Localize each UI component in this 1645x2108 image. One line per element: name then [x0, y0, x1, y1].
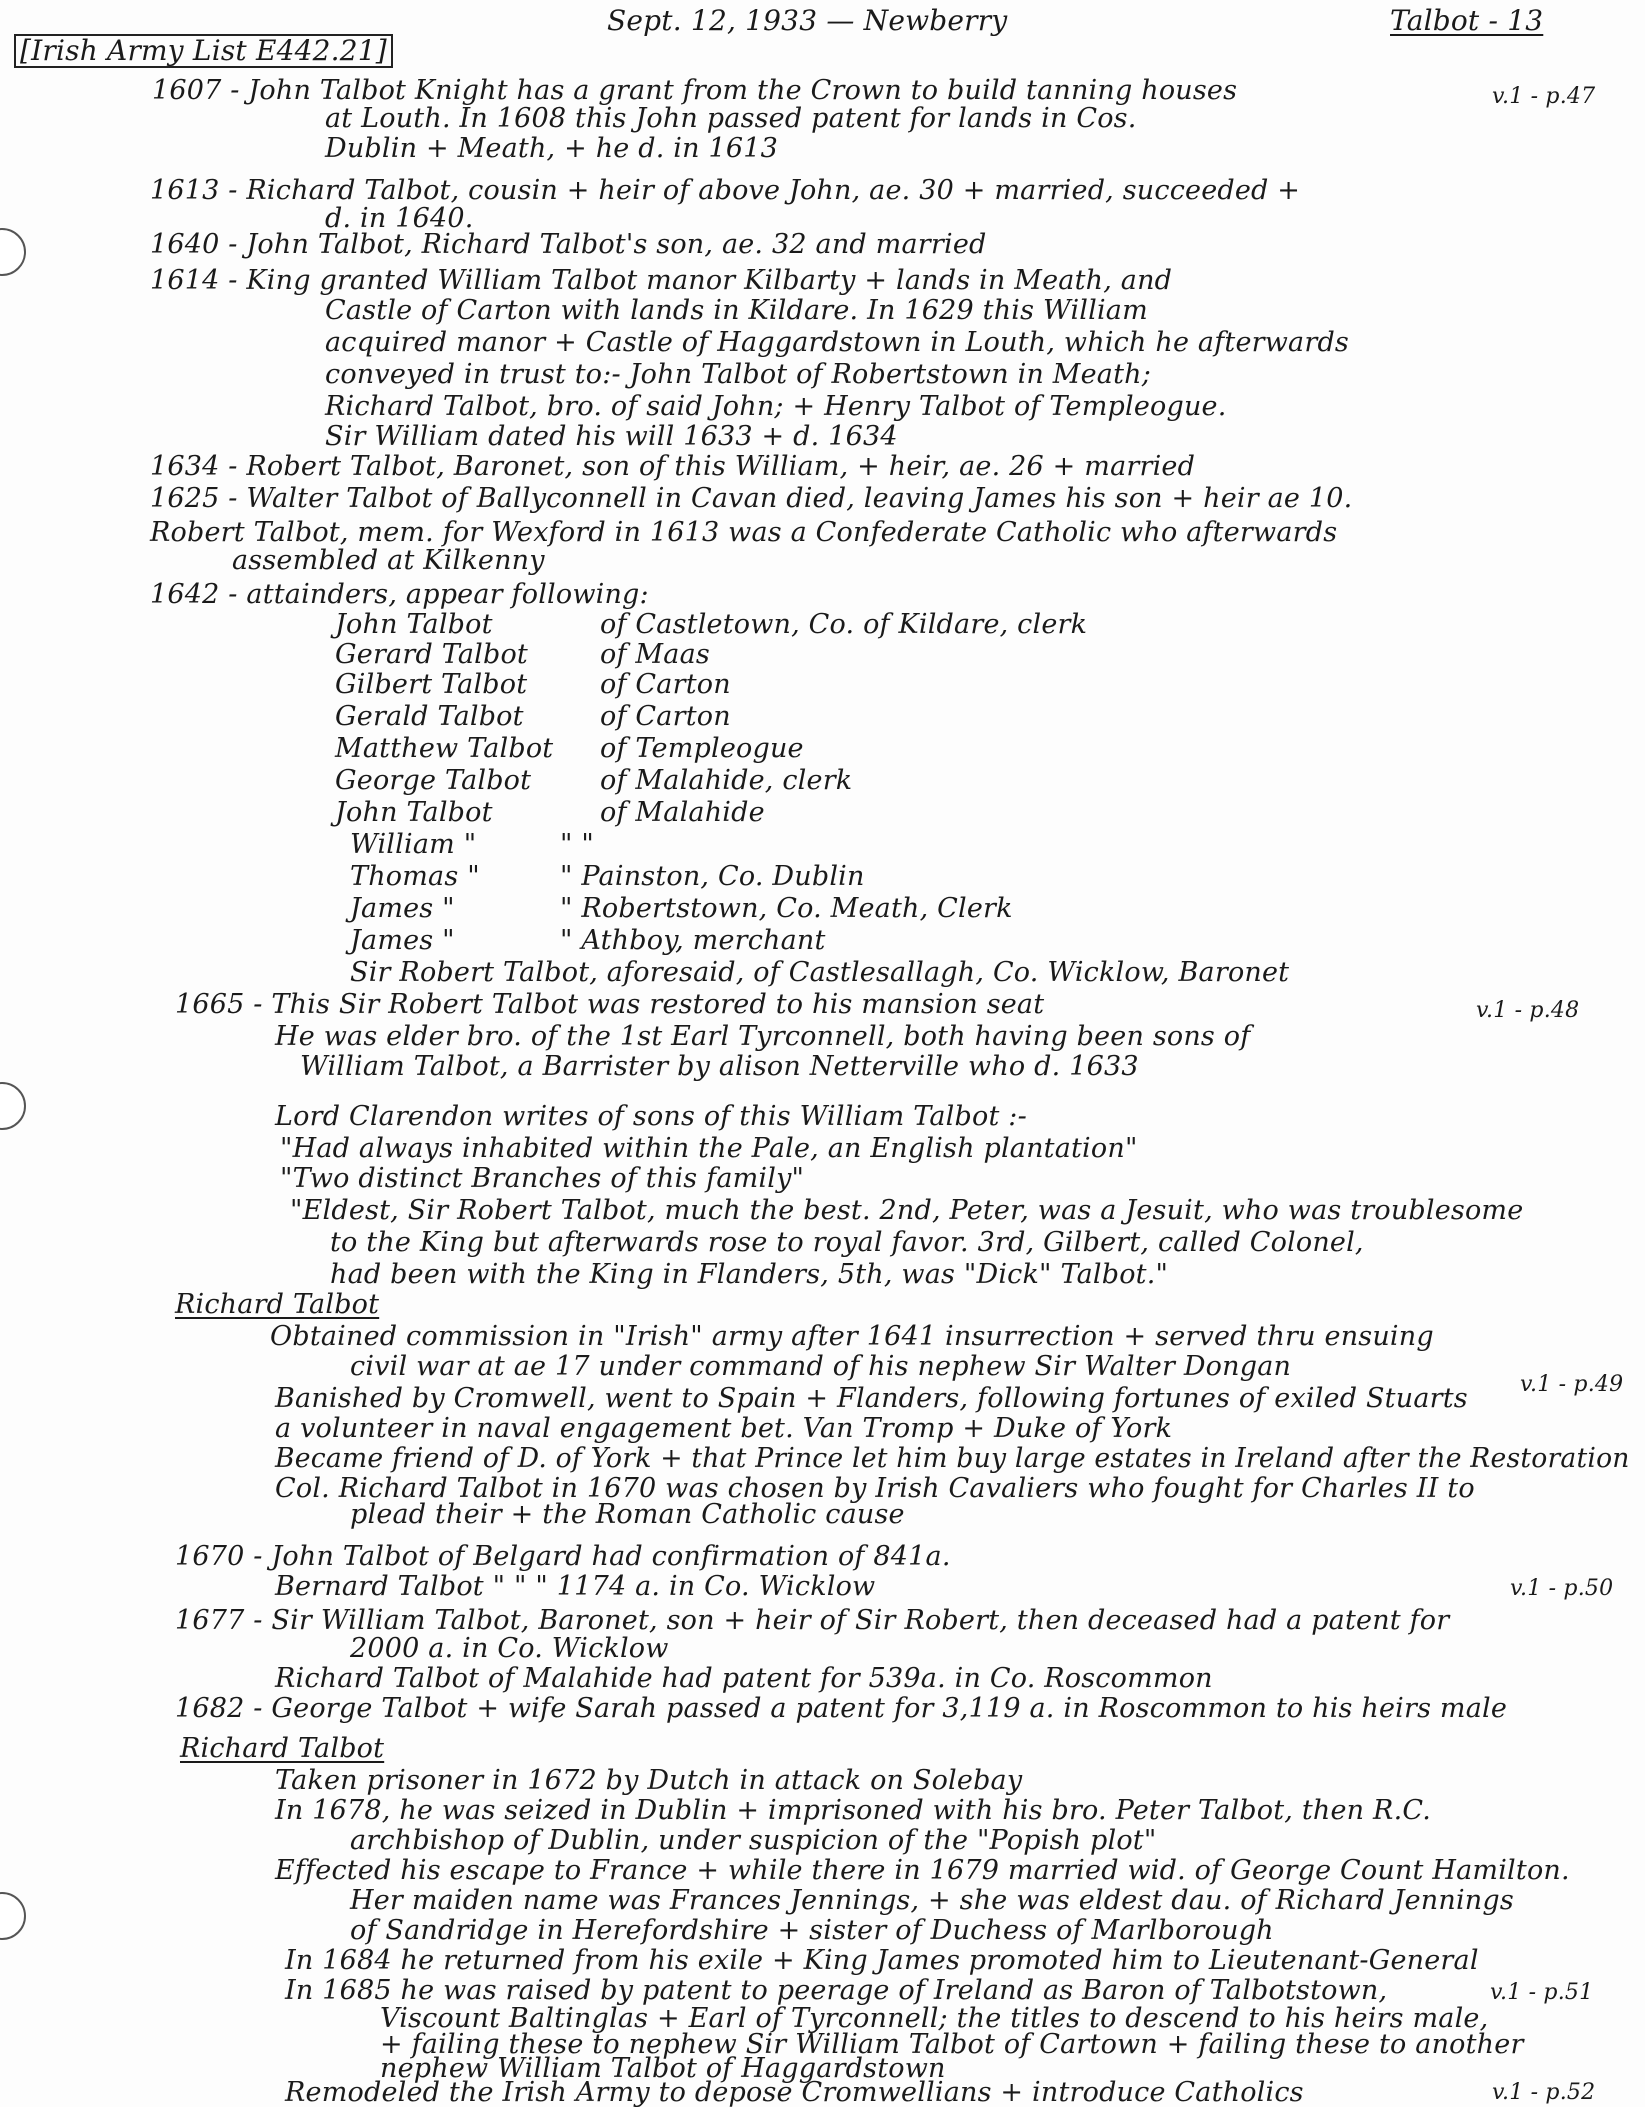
attainder-name: James "	[350, 925, 455, 956]
entry-line: civil war at ae 17 under command of his nephew Sir Walter Dongan	[350, 1351, 1292, 1382]
attainder-place: " Robertstown, Co. Meath, Clerk	[560, 893, 1013, 924]
attainder-name: Matthew Talbot	[335, 733, 554, 764]
attainder-place: of Castletown, Co. of Kildare, clerk	[600, 609, 1088, 640]
entry-line: William Talbot, a Barrister by alison Netterville who d. 1633	[300, 1051, 1139, 1082]
document-date: Sept. 12, 1933 — Newberry	[607, 4, 1008, 37]
entry-line: of Sandridge in Herefordshire + sister of Duchess of Marlborough	[350, 1915, 1274, 1946]
attainder-name: George Talbot	[335, 765, 532, 796]
entry-line: In 1684 he returned from his exile + King James promoted him to Lieutenant-General	[285, 1945, 1479, 1976]
entry-1614: 1614 - King granted William Talbot manor Kilbarty + lands in Meath, and	[150, 265, 1173, 296]
punch-hole-top	[0, 228, 26, 276]
entry-line: 2000 a. in Co. Wicklow	[350, 1633, 669, 1664]
entry-1677: 1677 - Sir William Talbot, Baronet, son + heir of Sir Robert, then deceased had a patent for	[175, 1605, 1450, 1636]
entry-1613: 1613 - Richard Talbot, cousin + heir of above John, ae. 30 + married, succeeded +	[150, 175, 1301, 206]
attainder-place: of Malahide, clerk	[600, 765, 853, 796]
clarendon-quote: "Had always inhabited within the Pale, an English plantation"	[280, 1133, 1138, 1164]
attainder-name: Thomas "	[350, 861, 480, 892]
entry-line: He was elder bro. of the 1st Earl Tyrconnell, both having been sons of	[275, 1021, 1251, 1052]
entry-line: archbishop of Dublin, under suspicion of the "Popish plot"	[350, 1825, 1157, 1856]
entry-line: assembled at Kilkenny	[232, 545, 545, 576]
attainder-place: " Athboy, merchant	[560, 925, 826, 956]
entry-line: Col. Richard Talbot in 1670 was chosen by Irish Cavaliers who fought for Charles II to	[275, 1473, 1475, 1504]
ref-p51: v.1 - p.51	[1490, 1980, 1594, 2005]
page-identifier: Talbot - 13	[1390, 4, 1544, 37]
entry-line: Bernard Talbot " " " 1174 a. in Co. Wicklow	[275, 1571, 876, 1602]
entry-line: In 1685 he was raised by patent to peerage of Ireland as Baron of Talbotstown,	[285, 1975, 1388, 2006]
attainder-place: of Carton	[600, 669, 731, 700]
entry-line: d. in 1640.	[325, 203, 474, 234]
entry-robert-wexford: Robert Talbot, mem. for Wexford in 1613 was a Confederate Catholic who afterwards	[150, 517, 1338, 548]
clarendon-quote: to the King but afterwards rose to royal favor. 3rd, Gilbert, called Colonel,	[330, 1227, 1364, 1258]
entry-line: Castle of Carton with lands in Kildare. In 1629 this William	[325, 295, 1148, 326]
entry-line: Became friend of D. of York + that Prince let him buy large estates in Ireland after the Restoration	[275, 1443, 1630, 1474]
clarendon-quote: had been with the King in Flanders, 5th, was "Dick" Talbot."	[330, 1259, 1169, 1290]
attainder-name: Gilbert Talbot	[335, 669, 528, 700]
entry-line: Richard Talbot of Malahide had patent for 539a. in Co. Roscommon	[275, 1663, 1213, 1694]
punch-hole-middle	[0, 1082, 26, 1130]
attainder-place: " Painston, Co. Dublin	[560, 861, 865, 892]
entry-1607: 1607 - John Talbot Knight has a grant from the Crown to build tanning houses	[152, 75, 1238, 106]
entry-line: Sir William dated his will 1633 + d. 1634	[325, 421, 898, 452]
clarendon-intro: Lord Clarendon writes of sons of this William Talbot :-	[275, 1101, 1027, 1132]
attainder-name: Gerard Talbot	[335, 639, 528, 670]
entry-1634: 1634 - Robert Talbot, Baronet, son of this William, + heir, ae. 26 + married	[150, 451, 1196, 482]
entry-1682: 1682 - George Talbot + wife Sarah passed a patent for 3,119 a. in Roscommon to his heirs male	[175, 1693, 1508, 1724]
entry-line: Effected his escape to France + while there in 1679 married wid. of George Count Hamilton.	[275, 1855, 1570, 1886]
attainder-place: of Carton	[600, 701, 731, 732]
section-heading-richard-talbot: Richard Talbot	[180, 1733, 385, 1764]
attainder-place: of Templeogue	[600, 733, 804, 764]
entry-line: Banished by Cromwell, went to Spain + Flanders, following fortunes of exiled Stuarts	[275, 1383, 1468, 1414]
entry-line: acquired manor + Castle of Haggardstown in Louth, which he afterwards	[325, 327, 1349, 358]
ref-p47: v.1 - p.47	[1492, 84, 1596, 109]
entry-line: Remodeled the Irish Army to depose Cromwellians + introduce Catholics	[285, 2077, 1304, 2108]
entry-line: Richard Talbot, bro. of said John; + Henry Talbot of Templeogue.	[325, 391, 1227, 422]
attainder-place: of Malahide	[600, 797, 765, 828]
entry-line: Viscount Baltinglas + Earl of Tyrconnell; the titles to descend to his heirs male,	[380, 2003, 1489, 2034]
entry-line: Her maiden name was Frances Jennings, + she was eldest dau. of Richard Jennings	[350, 1885, 1514, 1916]
entry-line: nephew William Talbot of Haggardstown	[380, 2053, 946, 2084]
entry-line: a volunteer in naval engagement bet. Van Tromp + Duke of York	[275, 1413, 1173, 1444]
attainder-name: Sir Robert Talbot, aforesaid, of Castlesallagh, Co. Wicklow, Baronet	[350, 957, 1290, 988]
entry-line: at Louth. In 1608 this John passed patent for lands in Cos.	[325, 103, 1137, 134]
entry-1625: 1625 - Walter Talbot of Ballyconnell in Cavan died, leaving James his son + heir ae 10.	[150, 483, 1353, 514]
source-citation: [Irish Army List E442.21]	[14, 34, 393, 68]
section-heading-richard-talbot: Richard Talbot	[175, 1289, 380, 1320]
attainder-name: John Talbot	[335, 797, 493, 828]
ref-p49: v.1 - p.49	[1520, 1372, 1624, 1397]
entry-line: Taken prisoner in 1672 by Dutch in attack on Solebay	[275, 1765, 1023, 1796]
entry-line: conveyed in trust to:- John Talbot of Robertstown in Meath;	[325, 359, 1152, 390]
attainder-place: of Maas	[600, 639, 710, 670]
entry-1642: 1642 - attainders, appear following:	[150, 579, 649, 610]
entry-line: plead their + the Roman Catholic cause	[350, 1499, 905, 1530]
ref-p50: v.1 - p.50	[1510, 1576, 1614, 1601]
entry-line: + failing these to nephew Sir William Talbot of Cartown + failing these to another	[380, 2029, 1524, 2060]
attainder-name: Gerald Talbot	[335, 701, 524, 732]
ref-p52: v.1 - p.52	[1492, 2080, 1596, 2105]
attainder-name: James "	[350, 893, 455, 924]
entry-1670: 1670 - John Talbot of Belgard had confirmation of 841a.	[175, 1541, 951, 1572]
clarendon-quote: "Eldest, Sir Robert Talbot, much the best. 2nd, Peter, was a Jesuit, who was troublesome	[290, 1195, 1524, 1226]
punch-hole-bottom	[0, 1892, 26, 1940]
attainder-name: William "	[350, 829, 477, 860]
clarendon-quote: "Two distinct Branches of this family"	[280, 1163, 805, 1194]
entry-line: In 1678, he was seized in Dublin + imprisoned with his bro. Peter Talbot, then R.C.	[275, 1795, 1432, 1826]
entry-line: Obtained commission in "Irish" army after 1641 insurrection + served thru ensuing	[270, 1321, 1434, 1352]
entry-1665: 1665 - This Sir Robert Talbot was restored to his mansion seat	[175, 989, 1045, 1020]
entry-line: Dublin + Meath, + he d. in 1613	[325, 133, 779, 164]
attainder-name: John Talbot	[335, 609, 493, 640]
entry-1640: 1640 - John Talbot, Richard Talbot's son, ae. 32 and married	[150, 229, 987, 260]
attainder-place: " "	[560, 829, 595, 860]
ref-p48: v.1 - p.48	[1476, 998, 1580, 1023]
